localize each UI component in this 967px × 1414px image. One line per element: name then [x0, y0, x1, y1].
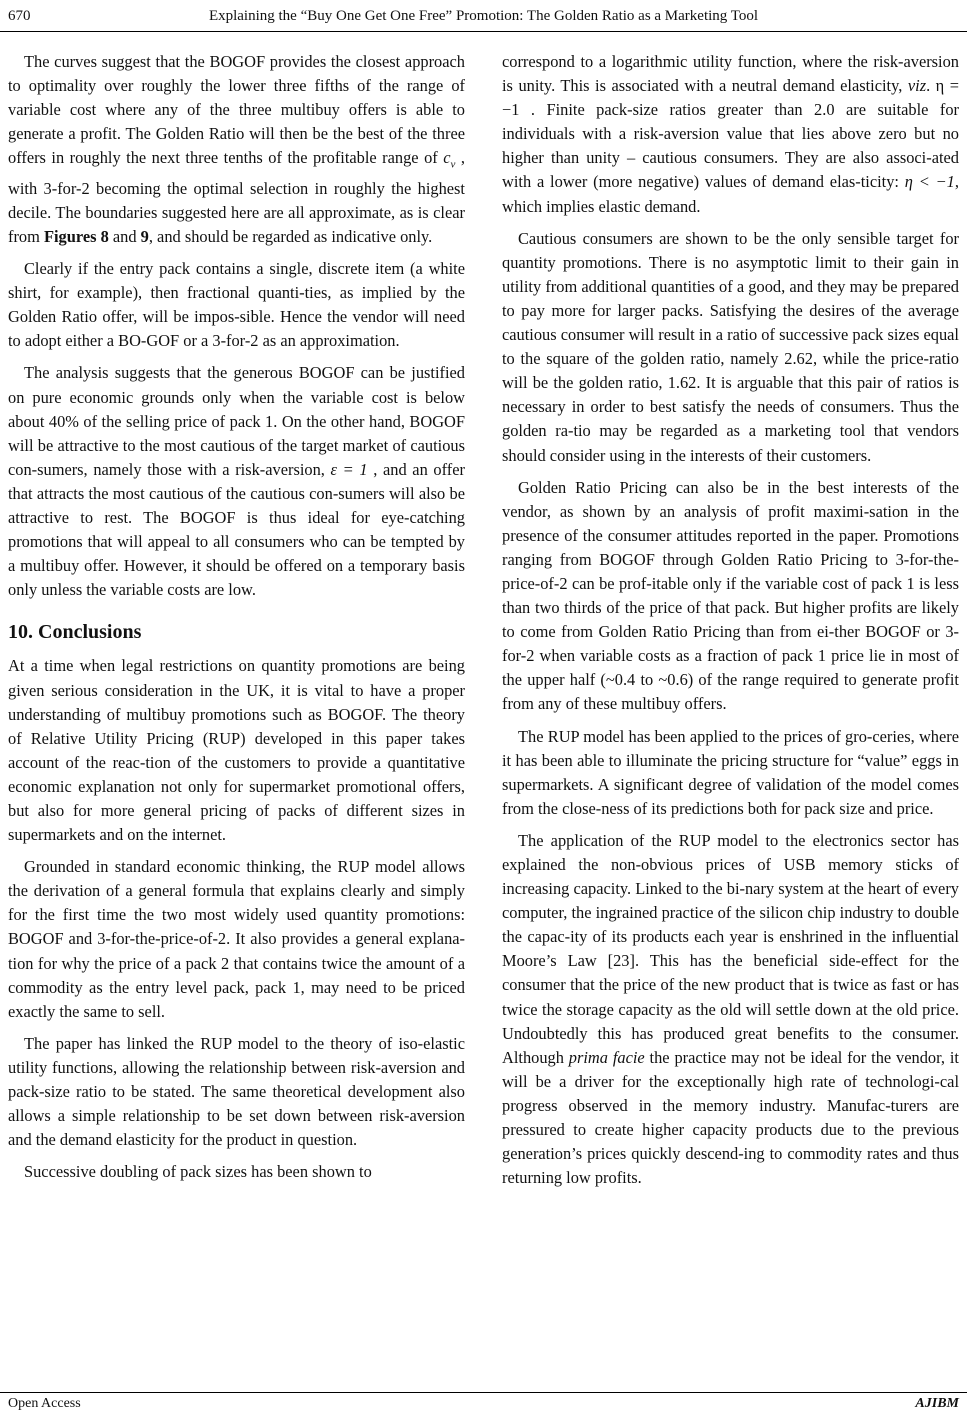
equation: ε = 1 [330, 459, 368, 479]
paragraph: Cautious consumers are shown to be the only sensible target for quantity promotions. There is no asymptotic limit to their gain in utility from additional quantities of a good, and they may be prepared to pay more for larger packs. Satisfying the desires of the average cautious consumer will result in a ratio of successive pack sizes equal to the square of the golden ratio, namely 2.62, while the price-ratio will be the golden ratio, 1.62. It is arguable that this pair of ratios is necessary in order to best satisfy the needs of consumers. Thus the golden ra-tio may be regarded as a marketing tool that vendors should consider using in the interests of their customers. [502, 228, 959, 465]
right-column [502, 50, 959, 1198]
page-header [8, 8, 959, 32]
paragraph: The application of the RUP model to the electronics sector has explained the non-obvious prices of USB memory sticks of increasing capacity. Linked to the bi-nary system at the heart of every computer, the ingrained practice of the silicon chip industry to double the capac-ity of its products each year is enshrined in the influential Moore’s Law [23]. This has the beneficial side-effect for the consumer that the price of the new product that is twice as fast or has twice the storage capacity as the old will settle down at the old price. Undoubtedly this has produced great benefits to the consumer. Although prima facie the practice may not be ideal for the vendor, it will be a driver for the exceptionally high rate of technologi-cal progress observed in the memory industry. Manufac-turers are pressured to create higher capacity products due to the previous generation’s prices quickly descend-ing to commodity rates and thus returning low profits. [502, 830, 959, 1188]
running-title: Explaining the “Buy One Get One Free” Promotion: The Golden Ratio as a Marketing Tool [208, 8, 759, 24]
paragraph: correspond to a logarithmic utility function, where the risk-aversion is unity. This is associated with a neutral demand elasticity, viz. η = −1 . Finite pack-size ratios greater than 2.0 are suitable for individuals with a risk-aversion value that lies above zero but no higher than unity – cautious consumers. They are also associ-ated with a lower (more negative) values of demand elas-ticity: η < −1, which implies elastic demand. [502, 52, 960, 216]
open-access-label: Open Access [8, 1396, 81, 1411]
paragraph: The paper has linked the RUP model to the theory of iso-elastic utility functions, allowing the relationship between risk-aversion and pack-size ratio to be stated. The same theoretical development also allows a simple relationship to be set down between risk-aversion and the demand elasticity for the product in question. [8, 1033, 465, 1150]
section-heading: 10. Conclusions [8, 621, 142, 644]
paragraph: The analysis suggests that the generous BOGOF can be justified on pure economic grounds only when the variable cost is below about 40% of the selling price of pack 1. On the other hand, BOGOF will be attractive to the most cautious of the target market of cautious con-sumers, namely those with a risk-aversion, ε = 1 , and an offer that attracts the most cautious of the cautious con-sumers will also be attractive to rest. The BOGOF is thus ideal for eye-catching promotions that will appeal to all consumers who can be tempted by a multibuy offer. However, it should be offered on a temporary basis only unless the variable costs are low. [8, 363, 465, 600]
paragraph: Successive doubling of pack sizes has been shown to [24, 1162, 372, 1182]
equation: . η = −1 [502, 76, 960, 120]
paragraph: Grounded in standard economic thinking, the RUP model allows the derivation of a general formula that explains clearly and simply for the first time the two most widely used quantity promotions: BOGOF and 3-for-the-price-of-2. It also provides a general explana-tion for why the price of a pack 2 that contains twice the amount of a commodity as the entry level pack, pack 1, may need to be priced exactly the same to sell. [8, 857, 465, 1021]
paragraph: The curves suggest that the BOGOF provides the closest approach to optimality over roughly the lower three fifths of the range of variable cost where any of the three multibuy offers is able to generate a profit. The Golden Ratio will then be the best of the three offers in roughly the next three tenths of the profitable range of $c_v$ , with 3-for-2 becoming the optimal selection in roughly the highest decile. The boundaries suggested here are all approximate, as is clear from Figures 8 and 9, and should be regarded as indicative only. [8, 52, 466, 246]
journal-abbrev: AJIBM [915, 1396, 959, 1411]
left-column [8, 50, 465, 1192]
page-number: 670 [8, 8, 31, 24]
header-divider [0, 31, 967, 32]
paragraph: Golden Ratio Pricing can also be in the best interests of the vendor, as shown by an analysis of profit maximi-sation in the presence of the consumer attitudes reported in the paper. Promotions ranging from BOGOF through Golden Ratio Pricing to 3-for-the-price-of-2 can be prof-itable only if the variable cost of pack 1 is less than two thirds of the price of that pack. But higher profits are likely to come from Golden Ratio Pricing than from ei-ther BOGOF or 3-for-2 when variable costs as a fraction of pack 1 price lie in most of the upper half (~0.4 to ~0.6) of the range required to generate profit from any of these multibuy offers. [502, 477, 959, 714]
paragraph: Clearly if the entry pack contains a single, discrete item (a white shirt, for example), then fractional quanti-ties, as implied by the Golden Ratio offer, will be impos-sible. Hence the vendor will need to adopt either a BO-GOF or a 3-for-2 as an approximation. [8, 259, 465, 351]
equation: η < −1 [904, 172, 955, 192]
paragraph: At a time when legal restrictions on quantity promotions are being given serious consideration in the UK, it is vital to have a proper understanding of multibuy promotions such as BOGOF. The theory of Relative Utility Pricing (RUP) developed in this paper takes account of the reac-tion of the customers to provide a quantitative economic explanation not only for supermarket promotional offers, but also for more general pricing of packs of different sizes in supermarkets and on the internet. [8, 656, 465, 845]
footer-divider [0, 1392, 967, 1393]
variable-cost-symbol: $c_v$ [443, 148, 456, 171]
paragraph: The RUP model has been applied to the prices of gro-ceries, where it has been able to illuminate the pricing structure for “value” eggs in supermarkets. A significant degree of validation of the model comes from the close-ness of its predictions both for pack size and price. [502, 726, 959, 818]
